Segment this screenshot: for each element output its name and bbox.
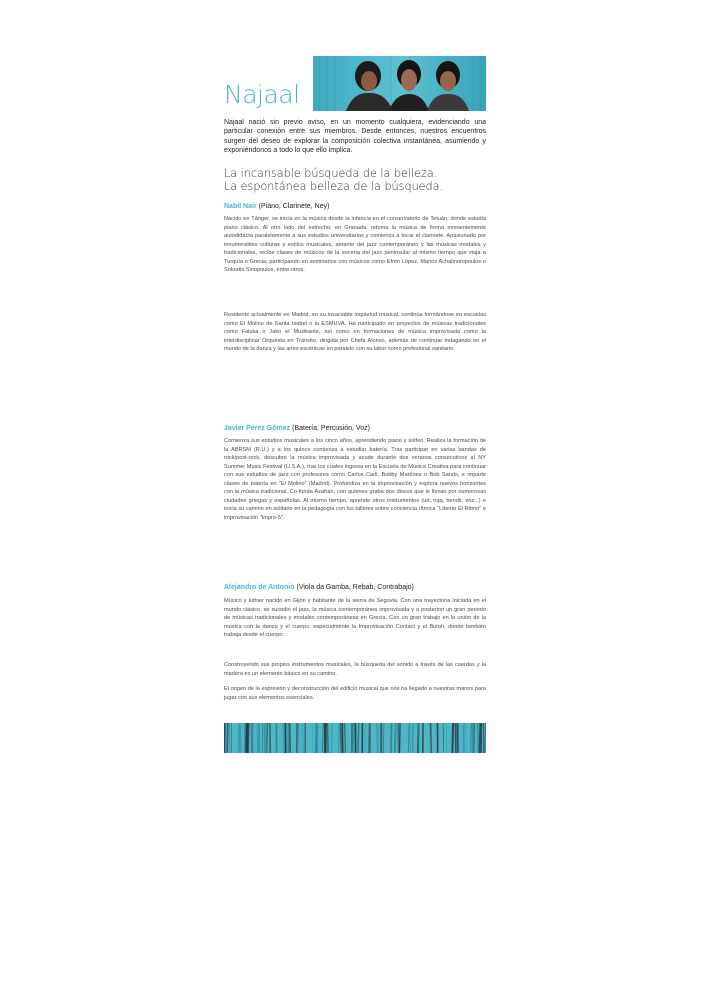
member-bio-paragraph: Nacido en Tánger, se inicia en la música desde la infancia en el conservatorio de Tetuán, donde estudia piano clásico. Al otro lado del estrecho, en Granada, retoma la música de forma eminentemente autodidacta paralelamente a sus estudios universitarios y comienza a tocar el clarinete. Apasionado por innumerables culturas y estilos musicales, amante del jazz contemporáneo y las músicas modales y tradicionales, recibe clases de músicos de la escena del jazz peninsular al mismo tiempo que viaja a Turquía o Grecia, participando en seminarios con músicos como Efrén López, Manos Achalinotopoulos o Sokratis Sinopoulos, entre otros. [224,216,486,273]
tagline [224,167,486,193]
member-name: Javier Pérez Gómez [224,425,291,432]
member-instruments: (Piano, Clarinete, Ney) [258,203,330,210]
member-name: Alejandro de Antonio [224,584,295,591]
member-name: Nabil Nair [224,203,257,210]
member-heading [224,425,486,432]
member-instruments: (Batería, Percusión, Voz) [292,425,370,432]
tagline-line: La espontánea belleza de la búsqueda. [224,180,444,193]
decorative-bottom-banner [224,723,486,753]
intro-paragraph: Najaal nació sin previo aviso, en un momento cualquiera, evidenciando una particular conexión entre sus miembros. Desde entonces, nuestros encuentros surgen del deseo de explorar la composición colectiva instantánea, asumiendo y exponiéndonos a todo lo que ello implica. [224,119,486,154]
member-instruments: (Viola da Gamba, Rebab, Contrabajo) [296,584,414,591]
page-title: Najaal [224,80,300,109]
member-bio-paragraph: Residente actualmente en Madrid, en su insaciable inquietud musical, continúa formándose en escuelas como El Molino de Santa Isabel o la ESMUVA. Ha participado en proyectos de músicas tradicionales como Faluka o Jako el Muzikante, así como en formaciones de música improvisada como la interdisciplinar Orquesta en Tránsito, dirigida por Chefa Alonso, además de continuar indagando en el mundo de la danza y las artes escénicas en paralelo con su labor como profesional sanitario. [224,312,486,352]
member-heading [224,584,486,591]
member-bio-paragraph: El origen de la expresión y deconstrucción del edificio musical que nos ha llegado a nuestras manos para jugar con sus elementos esenciales. [224,686,486,701]
band-photo-banner [313,56,486,111]
member-bio-paragraph: Comienza sus estudios musicales a los cinco años, aprendiendo piano y solfeo. Realiza la formación de la ABRSM (R.U.) y a los quince comienza a estudiar batería. Tras participar en varias bandas de rock/post-rock, descubre la música improvisada y acude durante dos veranos consecutivos al NY Summer Music Festival (U.S.A.), tras los cuales ingresa en la Escuela de Música Creativa para continuar con sus estudios de jazz con profesores como Carlos Carli, Bobby Martínez o Bob Sands, e imparte clases de batería en "El Molino" (Madrid). Profundiza en la improvisación y explora nuevos horizontes con la música tradicional. Co-funda Azafrán, con quienes graba dos discos que le llevan por numerosas ciudades griegas y españolas. Al mismo tiempo, aprende otros instrumentos (ud, riqq, bendir, voz...) e inicia su camino en solitario en la pedagogía con los talleres sobre conciencia rítmica "Liberar El Ritmo" e improvisación "Impro-5". [224,438,486,521]
member-bio-paragraph: Construyendo sus propios instrumentos musicales, la búsqueda del sonido a través de las cuerdas y la madera es un elemento básico en su camino. [224,662,486,677]
member-bio-paragraph: Músico y luthier nacido en Gijón y habitante de la sierra de Segovia. Con una trayectoria iniciada en el mundo clásico, se sucedió el jazz, la música contemporánea improvisada y a posteriori un gran periodo de músicas tradicionales y modales contemporáneas en Grecia. Con un gran trabajo en la unión de la música con la danza y el cuerpo, especialmente la Improvisación Contact y el Butoh, donde también trabaja desde el cuerpo. [224,598,486,638]
tagline-line: La incansable búsqueda de la belleza. [224,167,438,180]
member-heading [224,203,486,210]
